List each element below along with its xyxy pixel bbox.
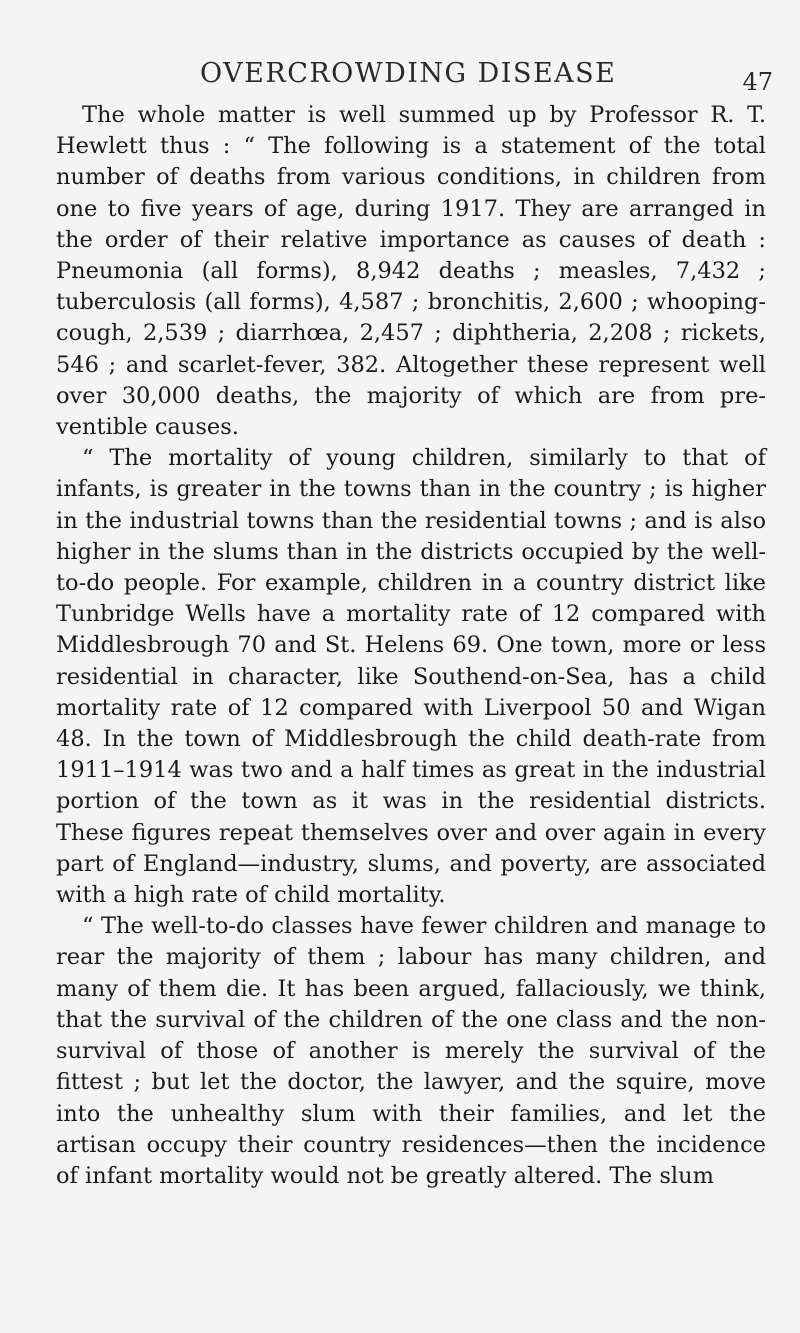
paragraph-child-mortality-towns: “ The mortality of young children, similarly to that of infants, is greater in the towns than in the country ; is higher in the industrial towns than the residential towns ; and is also higher in the slums than in the districts occupied by the well-to-do people. For example, children in a country district like Tunbridge Wells have a mortality rate of 12 compared with Middlesbrough 70 and St. Helens 69. One town, more or less residential in character, like Southend-on-Sea, has a child mortality rate of 12 compared with Liverpool 50 and Wigan 48. In the town of Middlesbrough the child death-rate from 1911–1914 was two and a half times as great in the industrial portion of the town as it was in the residential districts. These figures repeat themselves over and over again in every part of England—industry, slums, and poverty, are associated with a high rate of child mortality.	[56, 445, 766, 909]
paragraph-hewlett-summary: The whole matter is well summed up by Professor R. T. Hewlett thus : “ The following is a statement of the total number of deaths from various conditions, in children from one to five years of age, during 1917. They are arranged in the order of their relative importance as causes of death : Pneumonia (all forms), 8,942 deaths ; measles, 7,432 ; tuberculosis (all forms), 4,587 ; bronchitis, 2,600 ; whooping-cough, 2,539 ; diarrhœa, 2,457 ; diphtheria, 2,208 ; rickets, 546 ; and scarlet-fever, 382. Altogether these represent well over 30,000 deaths, the majority of which are from preventible causes.	[56, 102, 766, 441]
running-title: OVERCROWDING DISEASE	[200, 58, 617, 89]
body-text	[56, 100, 766, 1192]
page-number: 47	[742, 68, 773, 96]
paragraph-well-to-do-classes: “ The well-to-do classes have fewer children and manage to rear the majority of them ; labour has many children, and many of them die. It has been argued, fallaciously, we think, that the survival of the children of the one class and the non-survival of those of another is merely the survival of the fittest ; but let the doctor, the lawyer, and the squire, move into the unhealthy slum with their families, and let the artisan occupy their country residences—then the incidence of infant mortality would not be greatly altered. The slum	[56, 913, 766, 1189]
running-head	[0, 58, 800, 98]
